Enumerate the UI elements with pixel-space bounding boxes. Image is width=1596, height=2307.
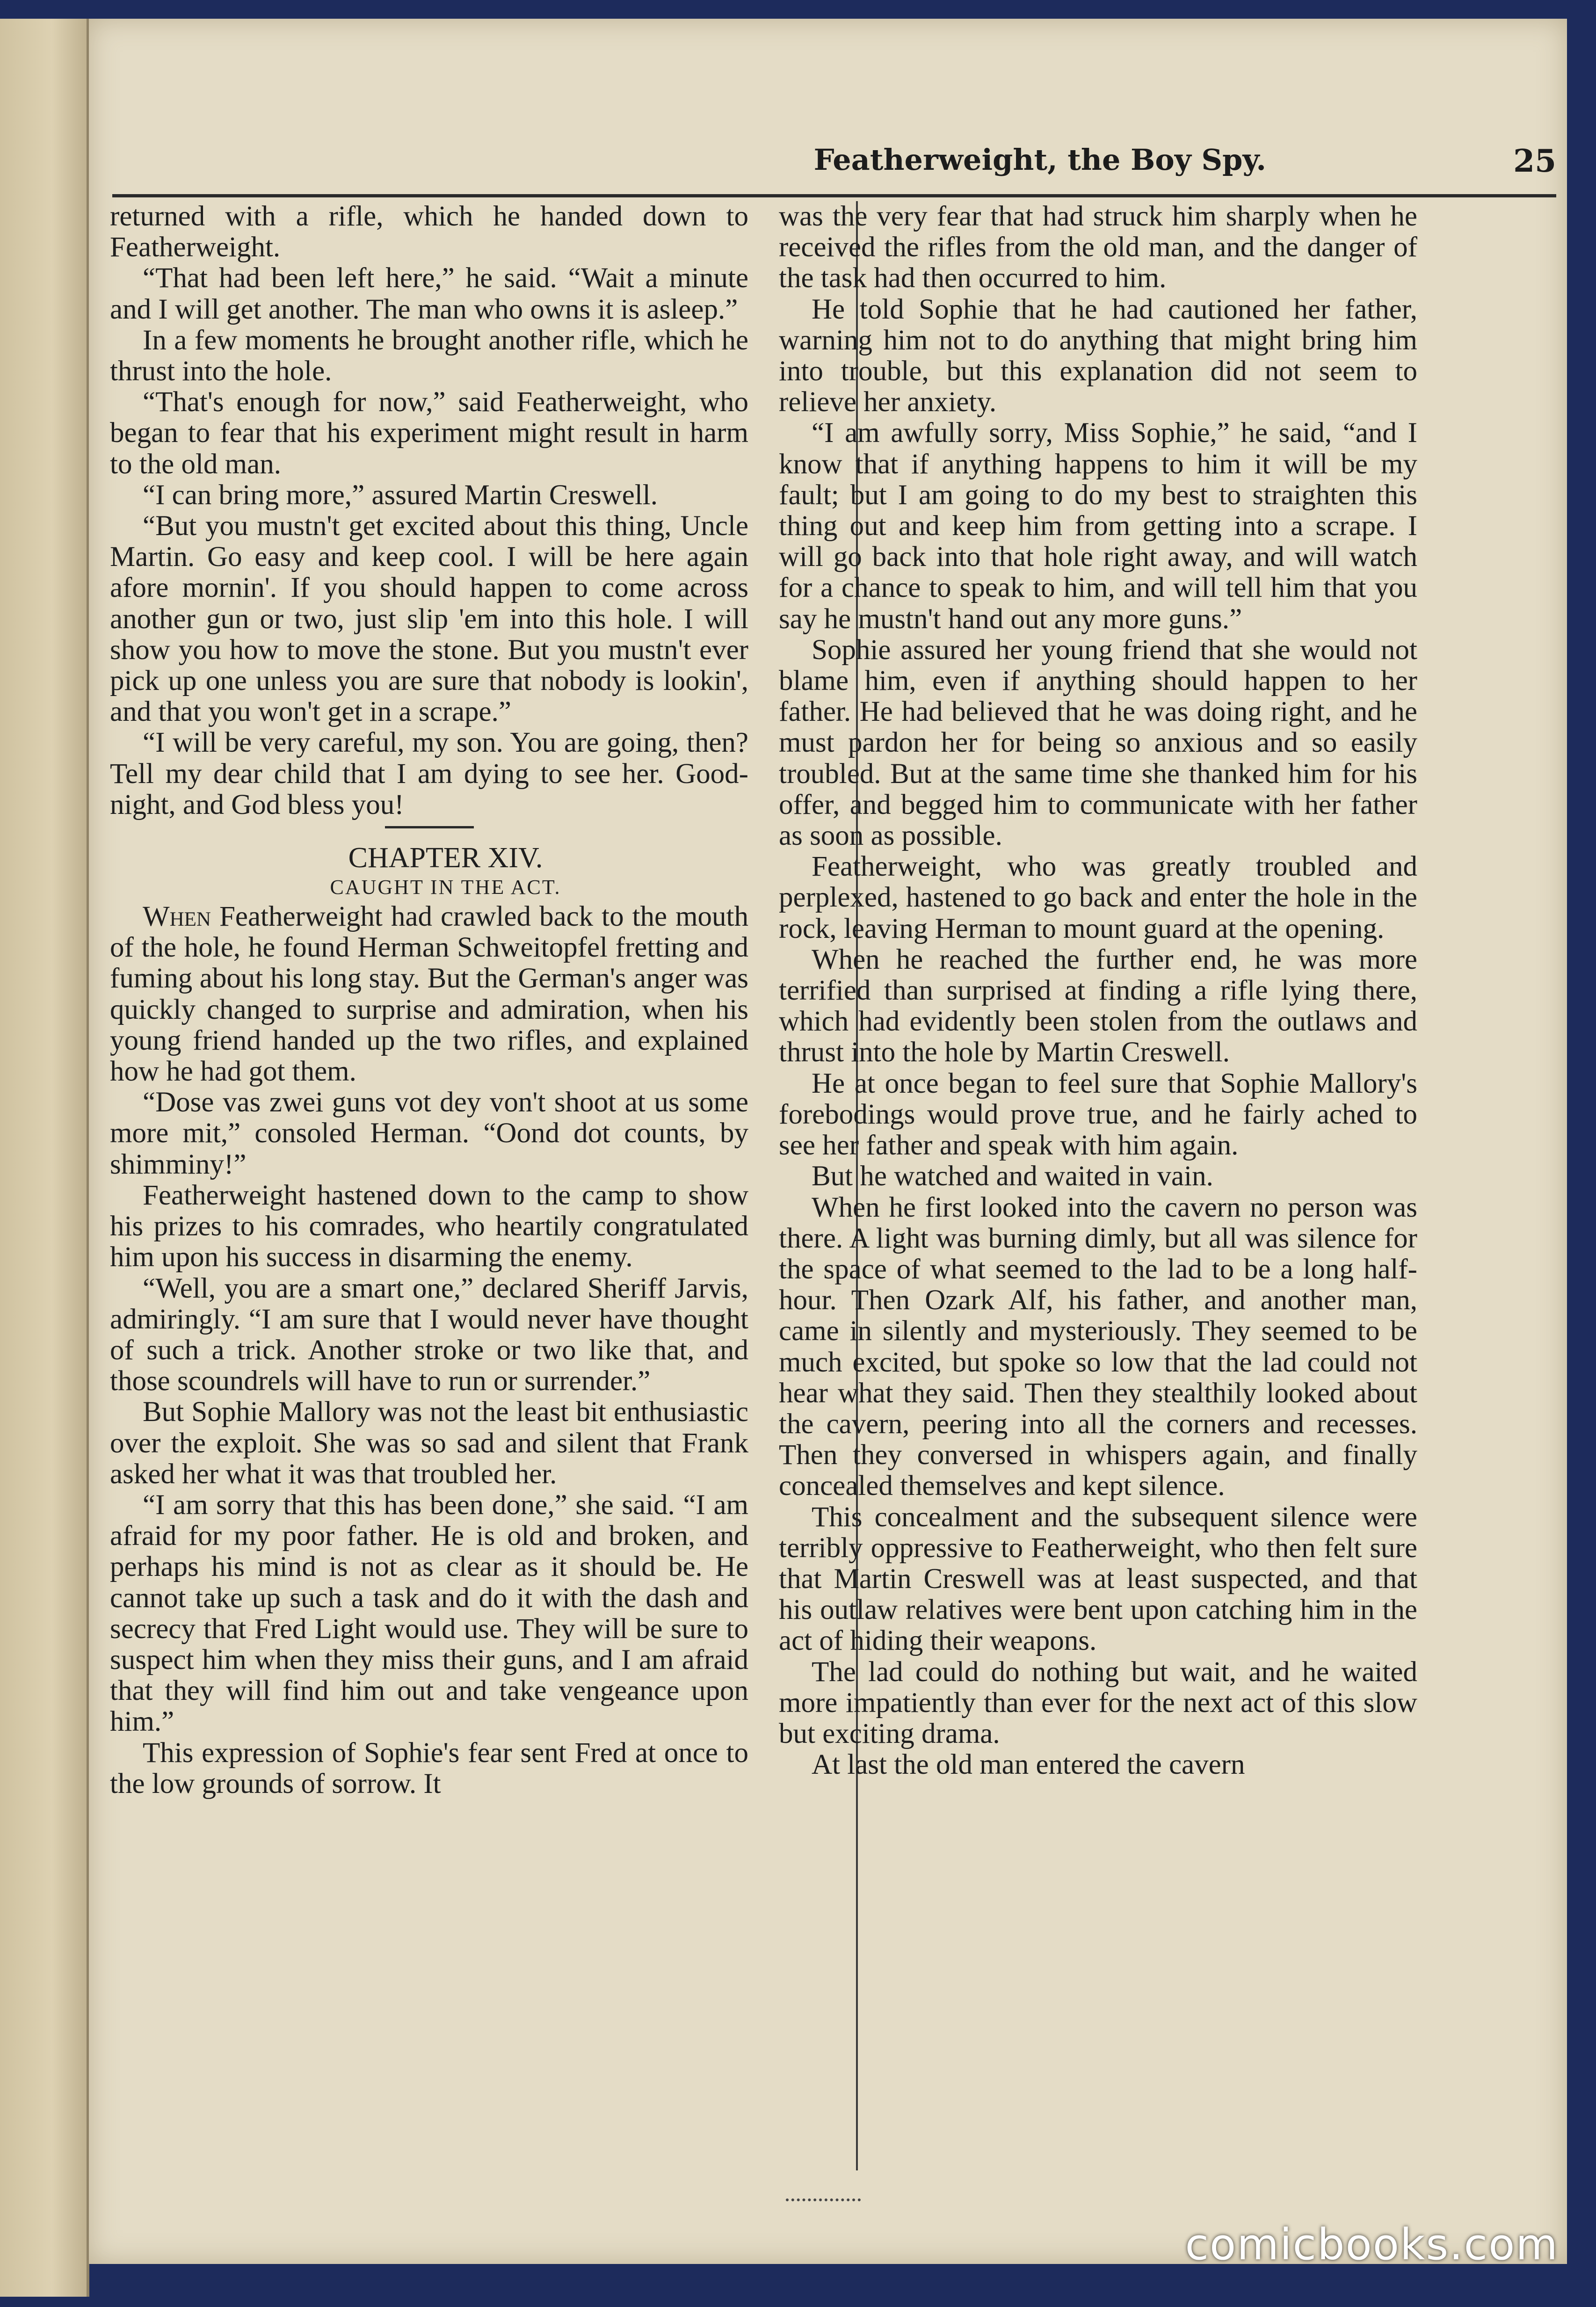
paragraph: The lad could do nothing but wait, and he waited more impatiently than ever for the next act of this slow but exciting drama.: [779, 1656, 1417, 1749]
paragraph: He told Sophie that he had cautioned her father, warning him not to do anything that might bring him into trouble, but this explanation did not seem to relieve her anxiety.: [779, 293, 1417, 418]
paragraph: “I can bring more,” assured Martin Creswell.: [143, 479, 658, 511]
paragraph: “That had been left here,” he said. “Wait a minute and I will get another. The man who owns it is asleep.”: [110, 262, 748, 325]
paragraph-text: Featherweight had crawled back to the mouth of the hole, he found Herman Schweitopfel fretting and fuming about his long stay. But the German's anger was quickly changed to surprise and admiration, when his young friend handed up the two rifles, and explained how he had got them.: [110, 901, 748, 1088]
paragraph: Featherweight hastened down to the camp to show his prizes to his comrades, who heartily congratulated him upon his success in disarming the enemy.: [110, 1179, 748, 1273]
paragraph: This expression of Sophie's fear sent Fred at once to the low grounds of sorrow. It: [110, 1737, 748, 1799]
chapter-subtitle: CAUGHT IN THE ACT.: [330, 876, 561, 899]
paragraph: In a few moments he brought another rifle, which he thrust into the hole.: [110, 324, 748, 387]
paragraph: This concealment and the subsequent silence were terribly oppressive to Featherweight, who then felt sure that Martin Creswell was at least suspected, and that his outlaw relatives were bent upon catching him in the act of hiding their weapons.: [779, 1501, 1417, 1657]
running-title: Featherweight, the Boy Spy.: [813, 143, 1266, 177]
chapter-heading: CHAPTER XIV.: [348, 842, 543, 874]
paragraph: “Well, you are a smart one,” declared Sheriff Jarvis, admiringly. “I am sure that I would never have thought of such a trick. Another stroke or two like that, and those scoundrels will have to run or surrender.”: [110, 1272, 748, 1397]
chapter-opening-paragraph: [110, 901, 748, 1087]
paragraph: He at once began to feel sure that Sophie Mallory's forebodings would prove true, and he fairly ached to see her father and speak with him again.: [779, 1067, 1417, 1161]
chapter-first-word: When: [143, 901, 211, 933]
page-header: [112, 143, 1556, 197]
paragraph: But he watched and waited in vain.: [812, 1161, 1213, 1192]
paragraph: Sophie assured her young friend that she would not blame him, even if anything should happen to her father. He had believed that he was doing right, and he must pardon her for being so anxious and so easily troubled. But at the same time she thanked him for his offer, and begged him to communicate with her father as soon as possible.: [779, 634, 1417, 852]
left-column: [110, 201, 748, 2170]
paragraph: Featherweight, who was greatly troubled and perplexed, hastened to go back and enter the hole in the rock, leaving Herman to mount guard at the opening.: [779, 851, 1417, 944]
paragraph: When he reached the further end, he was more terrified than surprised at finding a rifle lying there, which had evidently been stolen from the outlaws and thrust into the hole by Martin Creswell.: [779, 943, 1417, 1068]
page-number: 25: [1513, 143, 1556, 179]
paragraph: “I will be very careful, my son. You are going, then? Tell my dear child that I am dying to see her. Good-night, and God bless you!: [110, 727, 748, 820]
paragraph: returned with a rifle, which he handed down to Featherweight.: [110, 201, 748, 263]
site-watermark: comicbooks.com: [1185, 2220, 1559, 2270]
paragraph: “But you mustn't get excited about this thing, Uncle Martin. Go easy and keep cool. I will be here again afore mornin'. If you should happen to come across another gun or two, just slip 'em into this hole. I will show you how to move the stone. But you mustn't ever pick up one unless you are sure that nobody is lookin', and that you won't get in a scrape.”: [110, 510, 748, 728]
chapter-divider-rule: [385, 826, 474, 828]
paragraph: was the very fear that had struck him sharply when he received the rifles from the old man, and the danger of the task had then occurred to him.: [779, 201, 1417, 294]
book-spine-edge: [0, 19, 89, 2297]
paragraph: “I am awfully sorry, Miss Sophie,” he said, “and I know that if anything happens to him it will be my fault; but I am going to do my best to straighten this thing out and keep him from getting into a scrape. I will go back into that hole right away, and will watch for a chance to speak to him, and will tell him that you say he mustn't hand out any more guns.”: [779, 417, 1417, 635]
paragraph: “I am sorry that this has been done,” she said. “I am afraid for my poor father. He is old and broken, and perhaps his mind is not as clear as it should be. He cannot take up such a task and do it with the dash and secrecy that Fred Light would use. They will be sure to suspect him when they miss their guns, and I am afraid that they will find him out and take vengeance upon him.”: [110, 1489, 748, 1738]
paragraph: At last the old man entered the cavern: [812, 1749, 1245, 1781]
paragraph: When he first looked into the cavern no person was there. A light was burning dimly, but all was silence for the space of what seemed to the lad to be a long half-hour. Then Ozark Alf, his father, and another man, came in silently and mysteriously. They seemed to be much excited, but spoke so low that the lad could not hear what they said. Then they stealthily looked about the cavern, peering into all the corners and recesses. Then they conversed in whispers again, and finally concealed themselves and kept silence.: [779, 1191, 1417, 1502]
right-column: [779, 201, 1417, 2170]
printer-mark: [786, 2198, 861, 2206]
paragraph: “That's enough for now,” said Featherweight, who began to fear that his experiment might result in harm to the old man.: [110, 386, 748, 480]
paragraph: But Sophie Mallory was not the least bit enthusiastic over the exploit. She was so sad and silent that Frank asked her what it was that troubled her.: [110, 1396, 748, 1490]
paragraph: “Dose vas zwei guns vot dey von't shoot at us some more mit,” consoled Herman. “Oond dot counts, by shimminy!”: [110, 1087, 748, 1180]
